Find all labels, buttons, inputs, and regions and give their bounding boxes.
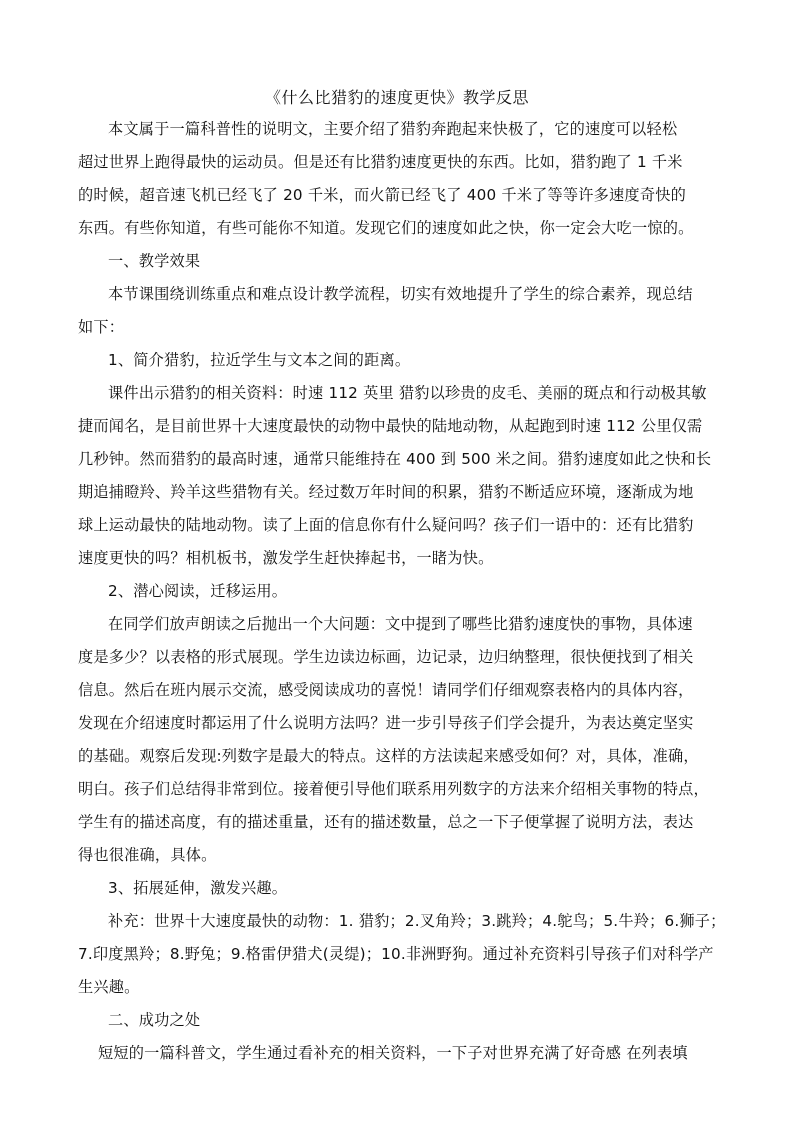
paragraph-reading-line-2: 度是多少？以表格的形式展现。学生边读边标画，边记录，边归纳整理，很快便找到了相关 <box>78 648 694 666</box>
subheading-1: 1、简介猎豹，拉近学生与文本之间的距离。 <box>108 351 411 369</box>
paragraph-reading-line-7: 学生有的描述高度，有的描述重量，还有的描述数量，总之一下子便掌握了说明方法，表达 <box>78 813 694 831</box>
document-title: 《什么比猎豹的速度更快》教学反思 <box>264 88 529 107</box>
section-heading-teaching-effect: 一、教学效果 <box>108 252 201 270</box>
section-heading-success: 二、成功之处 <box>108 1011 201 1029</box>
paragraph-intro-line-3: 的时候，超音速飞机已经飞了 20 千米，而火箭已经飞了 400 千米了等等许多速度奇快的 <box>78 186 686 204</box>
paragraph-intro-line-1: 本文属于一篇科普性的说明文，主要介绍了猎豹奔跑起来快极了，它的速度可以轻松 <box>108 120 678 138</box>
paragraph-supplement-line-3: 生兴趣。 <box>78 978 140 996</box>
paragraph-cheetah-line-2: 捷而闻名，是目前世界十大速度最快的动物中最快的陆地动物，从起跑到时速 112 公里仅需 <box>78 417 703 435</box>
paragraph-intro-line-4: 东西。有些你知道，有些可能你不知道。发现它们的速度如此之快，你一定会大吃一惊的。 <box>78 219 694 237</box>
paragraph-cheetah-line-6: 速度更快的吗？相机板书，激发学生赶快捧起书，一睹为快。 <box>78 549 494 567</box>
subheading-2: 2、潜心阅读，迁移运用。 <box>108 582 288 600</box>
paragraph-reading-line-6: 明白。孩子们总结得非常到位。接着便引导他们联系用列数字的方法来介绍相关事物的特点， <box>78 780 709 798</box>
paragraph-reading-line-4: 发现在介绍速度时都运用了什么说明方法吗？进一步引导孩子们学会提升，为表达奠定坚实 <box>78 714 694 732</box>
paragraph-supplement-line-2: 7.印度黑羚；8.野兔；9.格雷伊猎犬(灵缇)；10.非洲野狗。通过补充资料引导孩子们对科学产 <box>78 945 714 963</box>
paragraph-supplement-line-1: 补充：世界十大速度最快的动物：1. 猎豹；2.叉角羚；3.跳羚；4.鸵鸟；5.牛羚；6.狮子； <box>108 912 726 930</box>
paragraph-effect-line-2: 如下： <box>78 318 125 336</box>
paragraph-reading-line-5: 的基础。观察后发现:列数字是最大的特点。这样的方法读起来感受如何？对，具体，准确， <box>78 747 699 765</box>
paragraph-effect-line-1: 本节课围绕训练重点和难点设计教学流程，切实有效地提升了学生的综合素养，现总结 <box>108 285 693 303</box>
paragraph-cheetah-line-1: 课件出示猎豹的相关资料：时速 112 英里 猎豹以珍贵的皮毛、美丽的斑点和行动极其敏 <box>108 384 707 402</box>
paragraph-reading-line-3: 信息。然后在班内展示交流，感受阅读成功的喜悦！请同学们仔细观察表格内的具体内容， <box>78 681 694 699</box>
paragraph-success-line-1: 短短的一篇科普文，学生通过看补充的相关资料，一下子对世界充满了好奇感 在列表填 <box>98 1044 688 1062</box>
subheading-3: 3、拓展延伸，激发兴趣。 <box>108 879 288 897</box>
paragraph-cheetah-line-5: 球上运动最快的陆地动物。读了上面的信息你有什么疑问吗？孩子们一语中的：还有比猎豹 <box>78 516 694 534</box>
paragraph-reading-line-8: 得也很准确，具体。 <box>78 846 217 864</box>
paragraph-cheetah-line-4: 期追捕瞪羚、羚羊这些猎物有关。经过数万年时间的积累，猎豹不断适应环境，逐渐成为地 <box>78 483 694 501</box>
paragraph-intro-line-2: 超过世界上跑得最快的运动员。但是还有比猎豹速度更快的东西。比如，猎豹跑了 1 千米 <box>78 153 683 171</box>
paragraph-reading-line-1: 在同学们放声朗读之后抛出一个大问题：文中提到了哪些比猎豹速度快的事物，具体速 <box>108 615 693 633</box>
paragraph-cheetah-line-3: 几秒钟。然而猎豹的最高时速，通常只能维持在 400 到 500 米之间。猎豹速度如此之快和长 <box>78 450 712 468</box>
